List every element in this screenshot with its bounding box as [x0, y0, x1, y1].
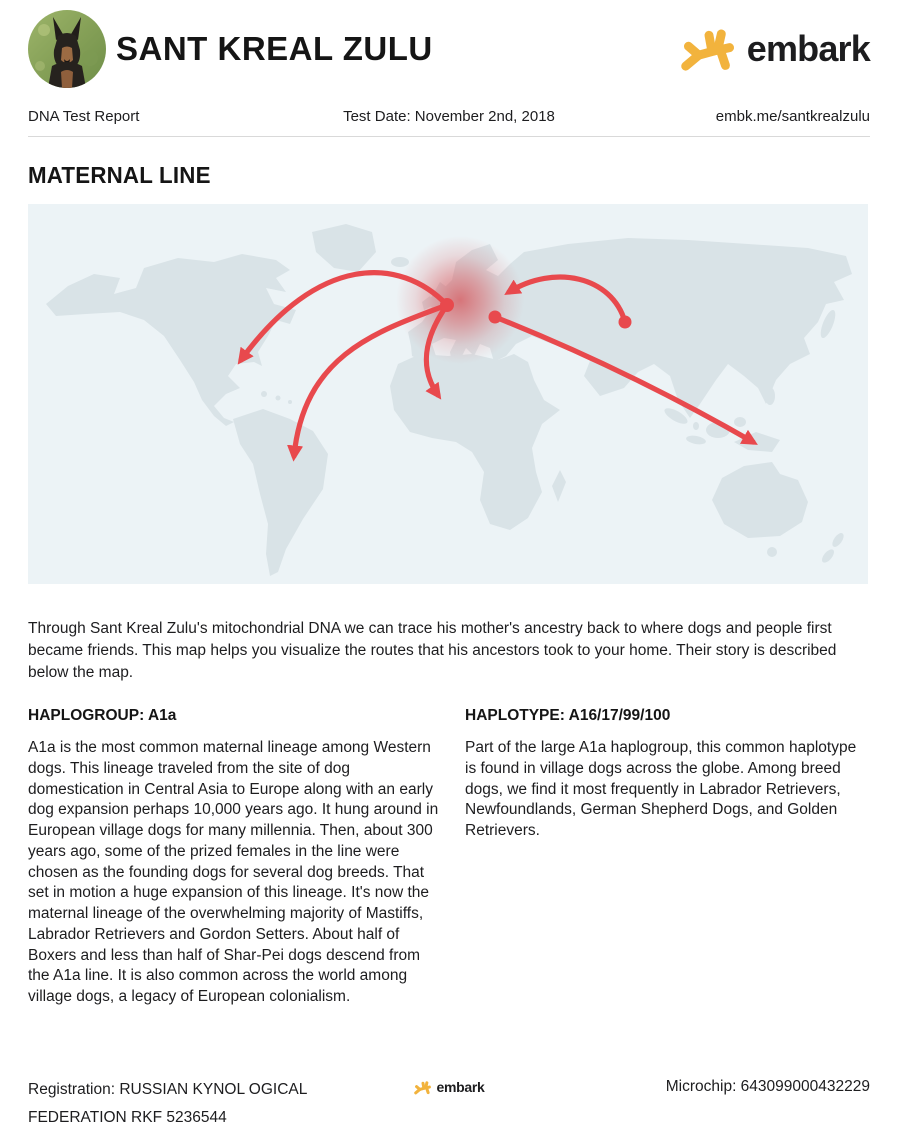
haplogroup-heading: HAPLOGROUP: A1a	[28, 707, 177, 724]
embark-footer-wordmark: embark	[436, 1079, 485, 1095]
embark-dog-icon	[677, 25, 741, 73]
lineage-columns	[28, 707, 870, 1008]
origin-dot-europe	[440, 298, 454, 312]
embark-logo	[677, 25, 870, 73]
haplotype-description: Part of the large A1a haplogroup, this common haplotype is found in village dogs across the globe. Among breed dogs, we find it most frequently in Labrador Retrievers, Newfoundlands, German Shepherd Dogs, and Golden Retrievers.	[465, 739, 857, 840]
world-map	[28, 204, 868, 584]
microchip: Microchip: 643099000432229	[665, 1078, 870, 1095]
registration-line-1: Registration: RUSSIAN KYNOL OGICAL	[28, 1081, 308, 1098]
report-footer	[28, 1076, 870, 1132]
embark-wordmark: embark	[746, 28, 870, 69]
profile-url: embk.me/santkrealzulu	[715, 108, 870, 125]
test-date-label: Test Date: November 2nd, 2018	[343, 108, 555, 125]
haplotype-heading: HAPLOTYPE: A16/17/99/100	[465, 707, 671, 724]
intro-paragraph: Through Sant Kreal Zulu's mitochondrial DNA we can trace his mother's ancestry back to where dogs and people first became friends. This map helps you visualize the routes that his ancestors took to your home. Their story is described below the map.	[28, 620, 837, 681]
report-header	[28, 0, 870, 90]
report-type-label: DNA Test Report	[28, 108, 140, 125]
avatar	[28, 10, 106, 88]
embark-dog-icon-small	[413, 1080, 433, 1095]
world-map-svg	[28, 204, 868, 584]
origin-highlight	[396, 236, 524, 364]
haplotype-column	[465, 707, 870, 1008]
header-divider	[28, 136, 870, 137]
registration-line-2: FEDERATION RKF 5236544	[28, 1109, 227, 1126]
haplogroup-column	[28, 707, 445, 1008]
meta-row	[28, 108, 870, 125]
haplogroup-description: A1a is the most common maternal lineage among Western dogs. This lineage traveled from the site of dog domestication in Central Asia to Europe along with an early dog expansion perhaps 10,000 years ago. It hung around in European village dogs for many millennia. Then, about 300 years ago, some of the prized females in the line were chosen as the founding dogs for several dog breeds. That set in motion a huge expansion of this lineage. It's now the maternal lineage of the overwhelming majority of Mastiffs, Labrador Retrievers and Gordon Setters. About half of Boxers and less than half of Shar-Pei dogs descend from the A1a line. It is also common across the world among village dogs, a legacy of European colonialism.	[28, 739, 439, 1006]
origin-dot-central-asia	[619, 316, 632, 329]
registration	[28, 1076, 328, 1132]
embark-footer-logo	[328, 1079, 570, 1095]
dog-photo	[28, 10, 106, 88]
origin-dot-southeast-europe	[489, 311, 502, 324]
section-title: MATERNAL LINE	[28, 162, 211, 188]
page-title: SANT KREAL ZULU	[116, 30, 433, 67]
